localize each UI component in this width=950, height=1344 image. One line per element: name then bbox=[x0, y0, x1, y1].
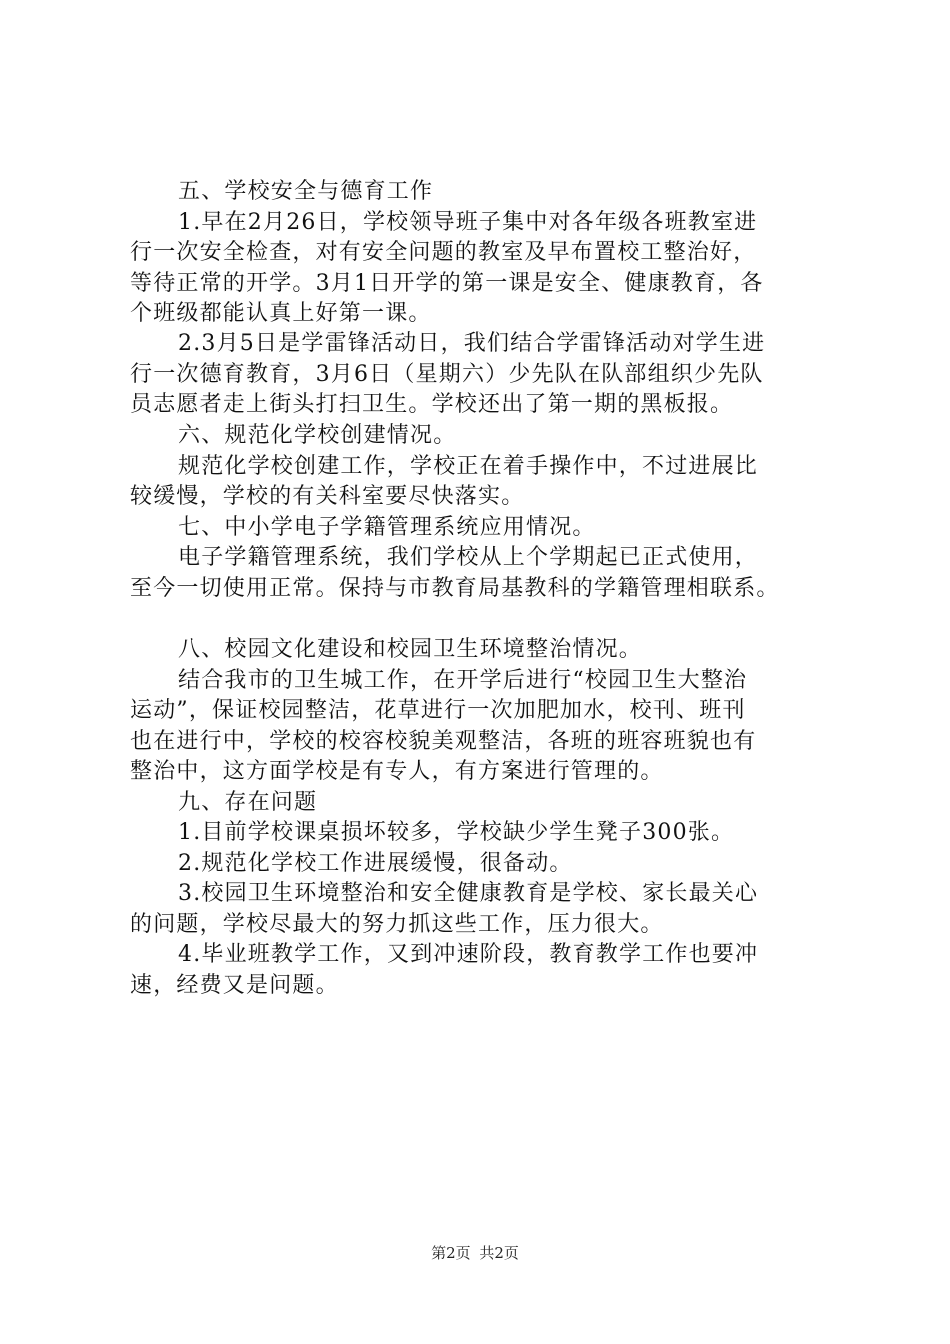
paragraph-line: 3.校园卫生环境整治和安全健康教育是学校、家长最关心 bbox=[178, 881, 759, 906]
paragraph-line: 较缓慢，学校的有关科室要尽快落实。 bbox=[130, 484, 525, 509]
heading-campus-culture: 八、校园文化建设和校园卫生环境整治情况。 bbox=[178, 637, 643, 662]
paragraph-line: 也在进行中，学校的校容校貌美观整洁，各班的班容班貌也有 bbox=[130, 729, 757, 754]
heading-student-records: 七、中小学电子学籍管理系统应用情况。 bbox=[178, 515, 596, 540]
paragraph-line: 行一次德育教育，3月6日（星期六）少先队在队部组织少先队 bbox=[130, 362, 764, 387]
heading-standardization: 六、规范化学校创建情况。 bbox=[178, 423, 457, 448]
heading-safety-moral: 五、学校安全与德育工作 bbox=[178, 179, 434, 204]
paragraph-line: 结合我市的卫生城工作，在开学后进行“校园卫生大整治 bbox=[178, 668, 748, 693]
paragraph-line: 整治中，这方面学校是有专人，有方案进行管理的。 bbox=[130, 759, 664, 784]
paragraph-line: 速，经费又是问题。 bbox=[130, 973, 339, 998]
paragraph-line: 员志愿者走上街头打扫卫生。学校还出了第一期的黑板报。 bbox=[130, 392, 734, 417]
heading-problems: 九、存在问题 bbox=[178, 790, 318, 815]
paragraph-line: 至今一切使用正常。保持与市教育局基教科的学籍管理相联系。 bbox=[130, 576, 780, 601]
paragraph-line: 4.毕业班教学工作，又到冲速阶段，教育教学工作也要冲 bbox=[178, 942, 759, 967]
paragraph-line: 行一次安全检查，对有安全问题的教室及早布置校工整治好， bbox=[130, 240, 757, 265]
paragraph-line: 运动”，保证校园整洁，花草进行一次加肥加水，校刊、班刊 bbox=[130, 698, 746, 723]
paragraph-line: 的问题，学校尽最大的努力抓这些工作，压力很大。 bbox=[130, 912, 664, 937]
paragraph-line: 2.3月5日是学雷锋活动日，我们结合学雷锋活动对学生进 bbox=[178, 331, 766, 356]
paragraph-line: 电子学籍管理系统，我们学校从上个学期起已正式使用， bbox=[178, 545, 759, 570]
paragraph-line: 规范化学校创建工作，学校正在着手操作中，不过进展比 bbox=[178, 454, 759, 479]
paragraph-line: 1.目前学校课桌损坏较多，学校缺少学生凳子300张。 bbox=[178, 820, 735, 845]
page-number: 第2页 bbox=[431, 1244, 471, 1262]
paragraph-line: 1.早在2月26日，学校领导班子集中对各年级各班教室进 bbox=[178, 210, 758, 235]
page-footer bbox=[0, 1243, 950, 1263]
page-total: 共2页 bbox=[479, 1244, 519, 1262]
paragraph-line: 等待正常的开学。3月1日开学的第一课是安全、健康教育，各 bbox=[130, 271, 764, 296]
paragraph-line: 2.规范化学校工作进展缓慢，很备动。 bbox=[178, 851, 573, 876]
paragraph-line: 个班级都能认真上好第一课。 bbox=[130, 301, 432, 326]
